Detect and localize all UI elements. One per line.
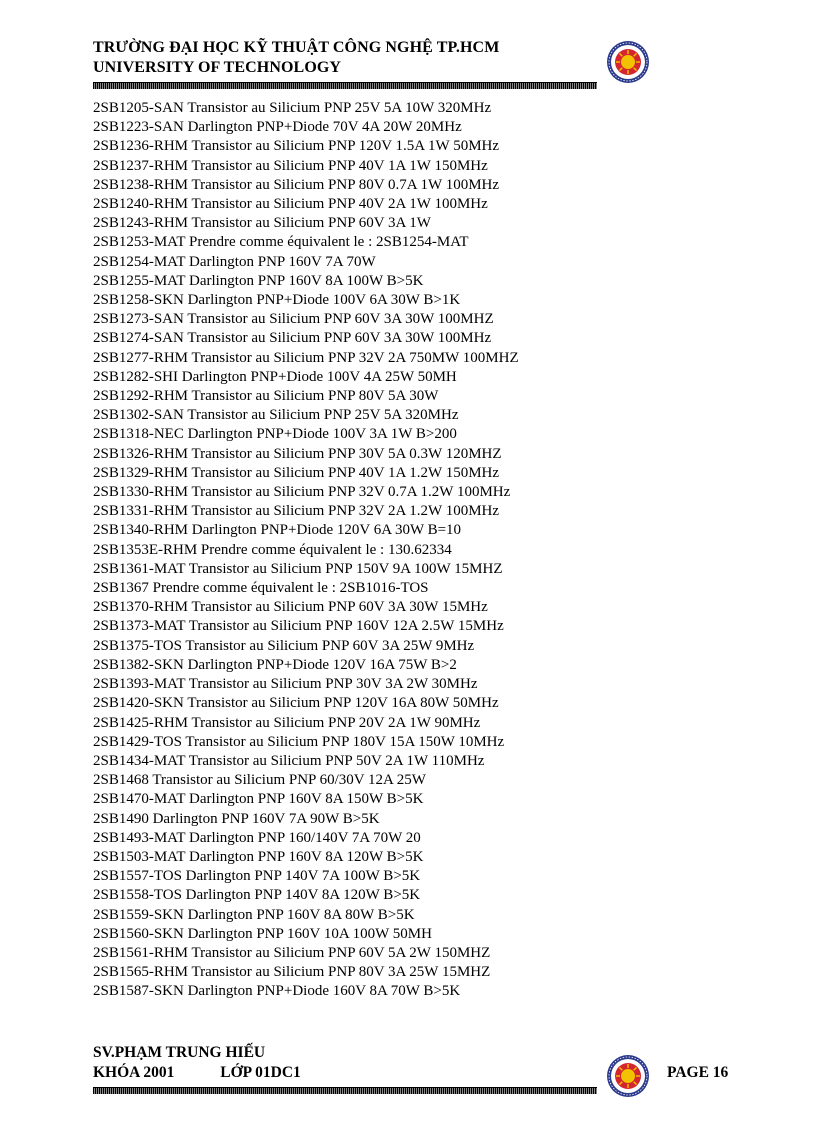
list-item: 2SB1254-MAT Darlington PNP 160V 7A 70W xyxy=(93,253,376,270)
list-item: 2SB1240-RHM Transistor au Silicium PNP 40V 2A 1W 100MHz xyxy=(93,196,488,213)
list-item: 2SB1561-RHM Transistor au Silicium PNP 60V 5A 2W 150MHZ xyxy=(93,944,491,961)
component-list xyxy=(93,99,653,1002)
list-item: 2SB1503-MAT Darlington PNP 160V 8A 120W B>5K xyxy=(93,848,424,865)
list-item: 2SB1370-RHM Transistor au Silicium PNP 60V 3A 30W 15MHz xyxy=(93,599,488,616)
list-item: 2SB1367 Prendre comme équivalent le : 2SB1016-TOS xyxy=(93,580,429,597)
list-item: 2SB1255-MAT Darlington PNP 160V 8A 100W B>5K xyxy=(93,272,424,289)
list-item: 2SB1373-MAT Transistor au Silicium PNP 160V 12A 2.5W 15MHz xyxy=(93,618,504,635)
list-item: 2SB1329-RHM Transistor au Silicium PNP 40V 1A 1.2W 150MHz xyxy=(93,464,500,481)
page-footer xyxy=(93,1043,593,1083)
list-item: 2SB1223-SAN Darlington PNP+Diode 70V 4A 20W 20MHz xyxy=(93,119,462,136)
university-seal-icon xyxy=(606,1054,650,1098)
list-item: 2SB1558-TOS Darlington PNP 140V 8A 120W B>5K xyxy=(93,887,421,904)
page-number: PAGE 16 xyxy=(667,1064,729,1081)
list-item: 2SB1331-RHM Transistor au Silicium PNP 32V 2A 1.2W 100MHz xyxy=(93,503,500,520)
list-item: 2SB1557-TOS Darlington PNP 140V 7A 100W B>5K xyxy=(93,868,421,885)
list-item: 2SB1274-SAN Transistor au Silicium PNP 60V 3A 30W 100MHz xyxy=(93,330,492,347)
list-item: 2SB1273-SAN Transistor au Silicium PNP 60V 3A 30W 100MHZ xyxy=(93,311,494,328)
list-item: 2SB1468 Transistor au Silicium PNP 60/30V 12A 25W xyxy=(93,772,426,789)
list-item: 2SB1330-RHM Transistor au Silicium PNP 32V 0.7A 1.2W 100MHz xyxy=(93,484,511,501)
footer-author: SV.PHẠM TRUNG HIẾU xyxy=(93,1044,266,1061)
university-seal-icon xyxy=(606,40,650,84)
list-item: 2SB1429-TOS Transistor au Silicium PNP 180V 15A 150W 10MHz xyxy=(93,733,505,750)
list-item: 2SB1258-SKN Darlington PNP+Diode 100V 6A 30W B>1K xyxy=(93,292,461,309)
page-header xyxy=(93,38,603,78)
list-item: 2SB1243-RHM Transistor au Silicium PNP 60V 3A 1W xyxy=(93,215,431,232)
list-item: 2SB1490 Darlington PNP 160V 7A 90W B>5K xyxy=(93,810,380,827)
list-item: 2SB1277-RHM Transistor au Silicium PNP 32V 2A 750MW 100MHZ xyxy=(93,349,519,366)
footer-class: LỚP 01DC1 xyxy=(220,1064,301,1081)
list-item: 2SB1382-SKN Darlington PNP+Diode 120V 16A 75W B>2 xyxy=(93,656,457,673)
list-item: 2SB1375-TOS Transistor au Silicium PNP 60V 3A 25W 9MHz xyxy=(93,637,475,654)
header-divider xyxy=(93,82,597,89)
list-item: 2SB1361-MAT Transistor au Silicium PNP 150V 9A 100W 15MHZ xyxy=(93,560,503,577)
list-item: 2SB1253-MAT Prendre comme équivalent le : 2SB1254-MAT xyxy=(93,234,469,251)
list-item: 2SB1434-MAT Transistor au Silicium PNP 50V 2A 1W 110MHz xyxy=(93,752,485,769)
list-item: 2SB1587-SKN Darlington PNP+Diode 160V 8A 70W B>5K xyxy=(93,983,461,1000)
list-item: 2SB1420-SKN Transistor au Silicium PNP 120V 16A 80W 50MHz xyxy=(93,695,499,712)
list-item: 2SB1425-RHM Transistor au Silicium PNP 20V 2A 1W 90MHz xyxy=(93,714,481,731)
footer-course: KHÓA 2001 xyxy=(93,1064,175,1081)
list-item: 2SB1559-SKN Darlington PNP 160V 8A 80W B>5K xyxy=(93,906,415,923)
list-item: 2SB1353E-RHM Prendre comme équivalent le : 130.62334 xyxy=(93,541,452,558)
list-item: 2SB1236-RHM Transistor au Silicium PNP 120V 1.5A 1W 50MHz xyxy=(93,138,500,155)
list-item: 2SB1292-RHM Transistor au Silicium PNP 80V 5A 30W xyxy=(93,388,439,405)
list-item: 2SB1205-SAN Transistor au Silicium PNP 25V 5A 10W 320MHz xyxy=(93,100,492,116)
list-item: 2SB1238-RHM Transistor au Silicium PNP 80V 0.7A 1W 100MHz xyxy=(93,176,500,193)
list-item: 2SB1302-SAN Transistor au Silicium PNP 25V 5A 320MHz xyxy=(93,407,459,424)
list-item: 2SB1470-MAT Darlington PNP 160V 8A 150W B>5K xyxy=(93,791,424,808)
footer-divider xyxy=(93,1087,597,1094)
list-item: 2SB1237-RHM Transistor au Silicium PNP 40V 1A 1W 150MHz xyxy=(93,157,488,174)
list-item: 2SB1393-MAT Transistor au Silicium PNP 30V 3A 2W 30MHz xyxy=(93,676,478,693)
list-item: 2SB1340-RHM Darlington PNP+Diode 120V 6A 30W B=10 xyxy=(93,522,462,539)
footer-class-info xyxy=(93,1063,593,1083)
list-item: 2SB1282-SHI Darlington PNP+Diode 100V 4A 25W 50MH xyxy=(93,368,457,385)
list-item: 2SB1326-RHM Transistor au Silicium PNP 30V 5A 0.3W 120MHZ xyxy=(93,445,502,462)
list-item: 2SB1560-SKN Darlington PNP 160V 10A 100W 50MH xyxy=(93,925,432,942)
list-item: 2SB1318-NEC Darlington PNP+Diode 100V 3A 1W B>200 xyxy=(93,426,457,443)
list-item: 2SB1565-RHM Transistor au Silicium PNP 80V 3A 25W 15MHZ xyxy=(93,964,491,981)
list-item: 2SB1493-MAT Darlington PNP 160/140V 7A 70W 20 xyxy=(93,829,421,846)
header-university-vn: TRƯỜNG ĐẠI HỌC KỸ THUẬT CÔNG NGHỆ TP.HCM xyxy=(93,39,500,56)
header-university-en: UNIVERSITY OF TECHNOLOGY xyxy=(93,59,342,76)
